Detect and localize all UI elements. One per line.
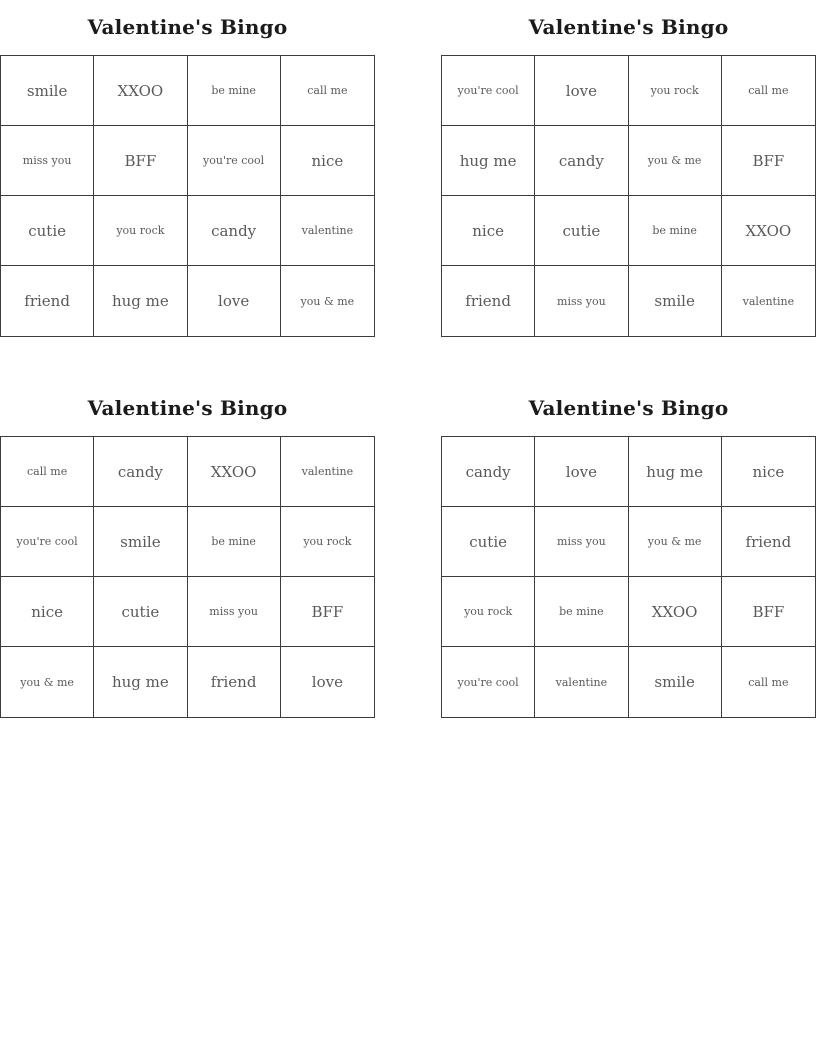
bingo-cell xyxy=(442,647,535,717)
bingo-cell-label: you rock xyxy=(303,535,352,548)
bingo-cell xyxy=(629,266,722,336)
bingo-cell xyxy=(1,437,94,507)
bingo-cell xyxy=(94,507,187,577)
bingo-cell-label: nice xyxy=(752,462,785,481)
bingo-cell-label: friend xyxy=(745,532,792,551)
bingo-cell-label: you're cool xyxy=(457,84,519,97)
bingo-cell xyxy=(188,647,281,717)
bingo-cell xyxy=(1,126,94,196)
bingo-cell xyxy=(535,196,628,266)
bingo-cell-label: miss you xyxy=(557,294,606,308)
bingo-cell-label: valentine xyxy=(301,465,354,478)
bingo-cell-label: you & me xyxy=(647,154,702,167)
bingo-cell-label: valentine xyxy=(301,224,354,237)
card-title: Valentine's Bingo xyxy=(87,396,288,420)
bingo-grid xyxy=(441,55,816,337)
bingo-cell-label: call me xyxy=(748,675,789,689)
bingo-cell-label: XXOO xyxy=(651,602,698,621)
bingo-cell-label: call me xyxy=(27,465,68,478)
bingo-cell-label: you're cool xyxy=(16,535,78,548)
bingo-cell xyxy=(1,647,94,717)
bingo-cell xyxy=(629,56,722,126)
bingo-cell xyxy=(722,56,815,126)
bingo-cell xyxy=(94,266,187,336)
card-title: Valentine's Bingo xyxy=(87,15,288,39)
bingo-cell-label: XXOO xyxy=(745,221,792,240)
bingo-cell-label: smile xyxy=(120,532,161,551)
bingo-cell xyxy=(94,577,187,647)
bingo-cell-label: friend xyxy=(465,292,511,310)
bingo-cell xyxy=(442,507,535,577)
bingo-cell xyxy=(188,196,281,266)
bingo-cell xyxy=(188,126,281,196)
bingo-cell xyxy=(535,56,628,126)
bingo-cell xyxy=(629,196,722,266)
bingo-cell xyxy=(94,56,187,126)
bingo-cell-label: candy xyxy=(117,462,163,481)
bingo-cell-label: be mine xyxy=(652,224,697,237)
bingo-cell-label: candy xyxy=(211,221,257,240)
bingo-cell-label: hug me xyxy=(459,151,517,170)
bingo-cell xyxy=(629,507,722,577)
bingo-card-1 xyxy=(0,12,375,337)
bingo-cell xyxy=(722,437,815,507)
bingo-card-2 xyxy=(441,12,816,337)
bingo-cell xyxy=(188,507,281,577)
bingo-cell-label: call me xyxy=(748,84,789,97)
bingo-cell xyxy=(188,577,281,647)
bingo-cell xyxy=(281,126,374,196)
bingo-cell xyxy=(94,126,187,196)
bingo-cell xyxy=(281,647,374,717)
bingo-cell-label: candy xyxy=(465,462,511,481)
bingo-cell-label: you're cool xyxy=(203,154,265,167)
bingo-cell xyxy=(281,577,374,647)
bingo-cell xyxy=(722,266,815,336)
bingo-card-4 xyxy=(441,393,816,718)
bingo-cell-label: XXOO xyxy=(117,81,164,100)
bingo-cell-label: cutie xyxy=(28,221,66,240)
bingo-cell xyxy=(188,437,281,507)
bingo-cell xyxy=(94,647,187,717)
bingo-cell xyxy=(442,437,535,507)
bingo-cell-label: be mine xyxy=(211,535,256,548)
bingo-cell-label: call me xyxy=(307,84,348,97)
bingo-cell-label: love xyxy=(565,462,597,481)
bingo-cell-label: hug me xyxy=(111,292,169,310)
bingo-cell-label: cutie xyxy=(469,532,507,551)
bingo-cell xyxy=(535,647,628,717)
bingo-cell xyxy=(629,437,722,507)
bingo-cell-label: hug me xyxy=(111,673,169,691)
bingo-cell-label: smile xyxy=(654,673,695,691)
bingo-cell-label: valentine xyxy=(742,294,795,308)
bingo-cell xyxy=(1,266,94,336)
bingo-cell xyxy=(442,266,535,336)
bingo-cell-label: BFF xyxy=(311,602,344,621)
bingo-cell xyxy=(442,196,535,266)
bingo-cell-label: love xyxy=(311,673,343,691)
bingo-cell-label: you're cool xyxy=(457,675,519,689)
bingo-cell xyxy=(629,647,722,717)
bingo-cell-label: love xyxy=(565,81,597,100)
bingo-cell xyxy=(629,126,722,196)
bingo-cell xyxy=(188,266,281,336)
bingo-cell xyxy=(94,196,187,266)
bingo-cell xyxy=(442,56,535,126)
bingo-cell-label: friend xyxy=(24,292,70,310)
bingo-cell xyxy=(722,126,815,196)
bingo-cell xyxy=(94,437,187,507)
bingo-cell xyxy=(535,507,628,577)
bingo-cell xyxy=(281,266,374,336)
bingo-cell xyxy=(1,507,94,577)
bingo-cell-label: miss you xyxy=(209,605,258,618)
bingo-cell-label: miss you xyxy=(22,154,72,167)
bingo-cell-label: miss you xyxy=(557,535,606,548)
bingo-cell-label: be mine xyxy=(559,605,604,618)
bingo-cell-label: you rock xyxy=(464,605,513,618)
bingo-cell-label: BFF xyxy=(124,151,157,170)
bingo-cell-label: you rock xyxy=(116,224,165,237)
bingo-grid xyxy=(0,436,375,718)
bingo-cell-label: XXOO xyxy=(210,462,257,481)
bingo-cell xyxy=(281,437,374,507)
bingo-cell xyxy=(722,577,815,647)
bingo-cell xyxy=(722,196,815,266)
bingo-cell xyxy=(1,577,94,647)
bingo-card-3 xyxy=(0,393,375,718)
bingo-cell xyxy=(722,507,815,577)
bingo-cell xyxy=(1,196,94,266)
card-title: Valentine's Bingo xyxy=(528,15,729,39)
bingo-grid xyxy=(0,55,375,337)
bingo-cell-label: be mine xyxy=(211,84,256,97)
bingo-cell-label: nice xyxy=(472,221,504,240)
bingo-cell xyxy=(535,126,628,196)
bingo-cell-label: smile xyxy=(654,292,695,310)
bingo-cell-label: valentine xyxy=(555,675,608,689)
bingo-cell-label: you & me xyxy=(20,675,74,689)
bingo-cell xyxy=(442,126,535,196)
bingo-cell xyxy=(722,647,815,717)
bingo-cell xyxy=(188,56,281,126)
bingo-cell xyxy=(535,437,628,507)
bingo-cell-label: candy xyxy=(558,151,604,170)
bingo-cell xyxy=(281,507,374,577)
bingo-cell-label: love xyxy=(218,292,250,310)
bingo-cell-label: nice xyxy=(31,602,63,621)
bingo-cell-label: BFF xyxy=(752,151,785,170)
bingo-cell-label: cutie xyxy=(562,221,601,240)
bingo-cell-label: you & me xyxy=(647,535,702,548)
bingo-cell-label: you & me xyxy=(300,294,355,308)
bingo-cell xyxy=(535,577,628,647)
bingo-cell xyxy=(281,56,374,126)
bingo-cell xyxy=(629,577,722,647)
bingo-cell xyxy=(535,266,628,336)
bingo-grid xyxy=(441,436,816,718)
bingo-cell-label: hug me xyxy=(646,462,704,481)
bingo-cell-label: BFF xyxy=(752,602,785,621)
bingo-cell xyxy=(281,196,374,266)
bingo-cell-label: nice xyxy=(311,151,344,170)
bingo-cell-label: cutie xyxy=(121,602,160,621)
bingo-cell-label: friend xyxy=(210,673,257,691)
bingo-cell xyxy=(442,577,535,647)
bingo-cell xyxy=(1,56,94,126)
bingo-cell-label: smile xyxy=(26,81,68,100)
card-title: Valentine's Bingo xyxy=(528,396,729,420)
bingo-cell-label: you rock xyxy=(650,84,699,97)
